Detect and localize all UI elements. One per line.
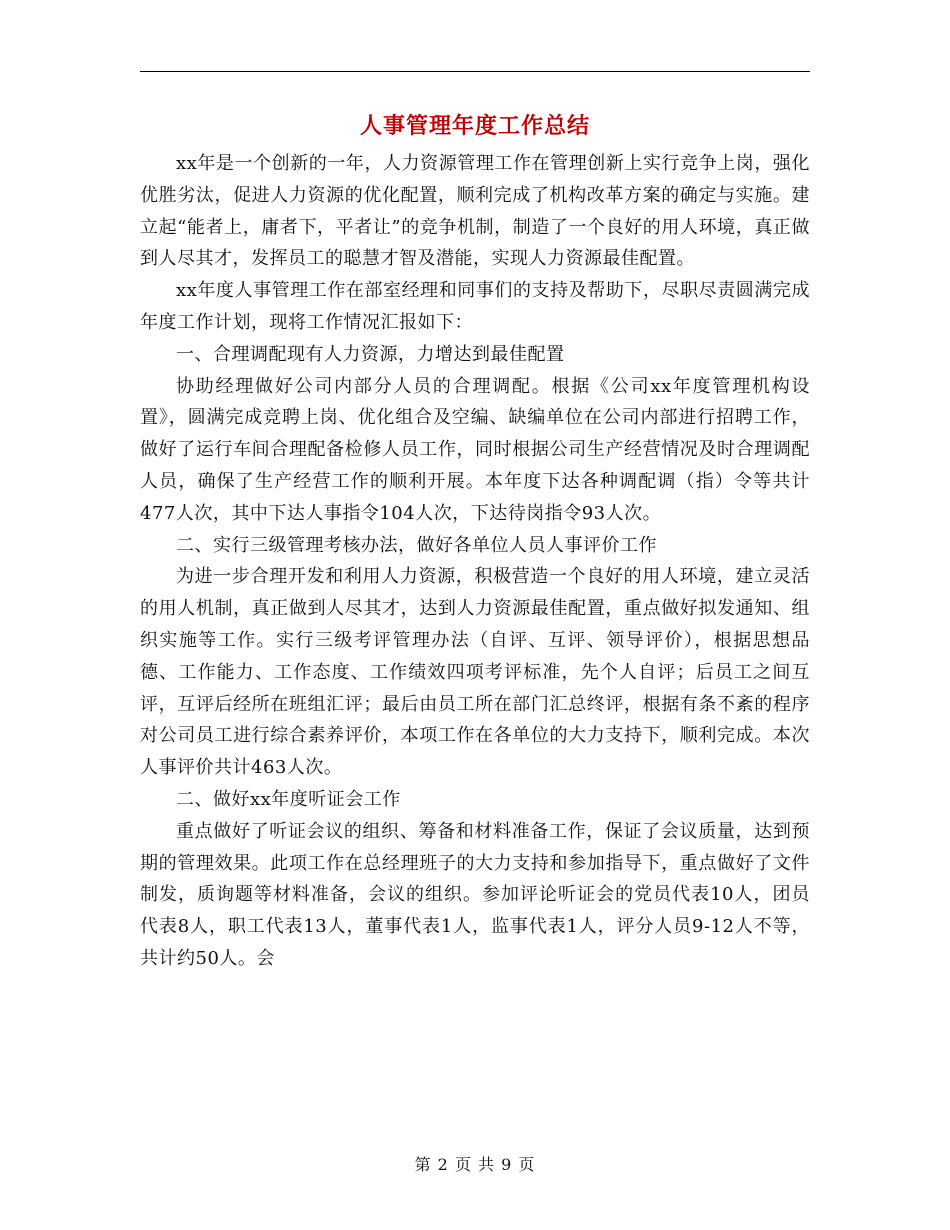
document-body — [140, 148, 810, 975]
paragraph-section-2: 为进一步合理开发和利用人力资源，积极营造一个良好的用人环境，建立灵活的用人机制，真正做到人尽其才，达到人力资源最佳配置，重点做好拟发通知、组织实施等工作。实行三级考评管理办法（自评、互评、领导评价），根据思想品德、工作能力、工作态度、工作绩效四项考评标准，先个人自评；后员工之间互评，互评后经所在班组汇评；最后由员工所在部门汇总终评，根据有条不紊的程序对公司员工进行综合素养评价，本项工作在各单位的大力支持下，顺利完成。本次人事评价共计463人次。 — [140, 566, 810, 779]
section-heading-3: 二、做好xx年度听证会工作 — [176, 788, 401, 810]
section-heading-2: 二、实行三级管理考核办法，做好各单位人员人事评价工作 — [176, 534, 657, 556]
header-rule — [140, 71, 810, 72]
paragraph-overview: xx年度人事管理工作在部室经理和同事们的支持及帮助下，尽职尽责圆满完成年度工作计划，现将工作情况汇报如下： — [140, 280, 810, 333]
paragraph-section-3: 重点做好了听证会议的组织、筹备和材料准备工作，保证了会议质量，达到预期的管理效果。此项工作在总经理班子的大力支持和参加指导下，重点做好了文件制发，质询题等材料准备，会议的组织。参加评论听证会的党员代表10人，团员代表8人，职工代表13人，董事代表1人，监事代表1人，评分人员9-12人不等，共计约50人。会 — [140, 820, 810, 969]
paragraph-section-1: 协助经理做好公司内部分人员的合理调配。根据《公司xx年度管理机构设置》，圆满完成竞聘上岗、优化组合及空编、缺编单位在公司内部进行招聘工作，做好了运行车间合理配备检修人员工作，同时根据公司生产经营情况及时合理调配人员，确保了生产经营工作的顺利开展。本年度下达各种调配调（指）令等共计477人次，其中下达人事指令104人次，下达待岗指令93人次。 — [140, 375, 810, 524]
paragraph-intro: xx年是一个创新的一年，人力资源管理工作在管理创新上实行竞争上岗，强化优胜劣汰，促进人力资源的优化配置，顺利完成了机构改革方案的确定与实施。建立起“能者上，庸者下，平者让”的竞争机制，制造了一个良好的用人环境，真正做到人尽其才，发挥员工的聪慧才智及潜能，实现人力资源最佳配置。 — [140, 153, 810, 270]
page-number-footer: 第 2 页 共 9 页 — [414, 1155, 536, 1174]
section-heading-1: 一、合理调配现有人力资源，力增达到最佳配置 — [176, 343, 565, 365]
document-title: 人事管理年度工作总结 — [359, 113, 590, 139]
